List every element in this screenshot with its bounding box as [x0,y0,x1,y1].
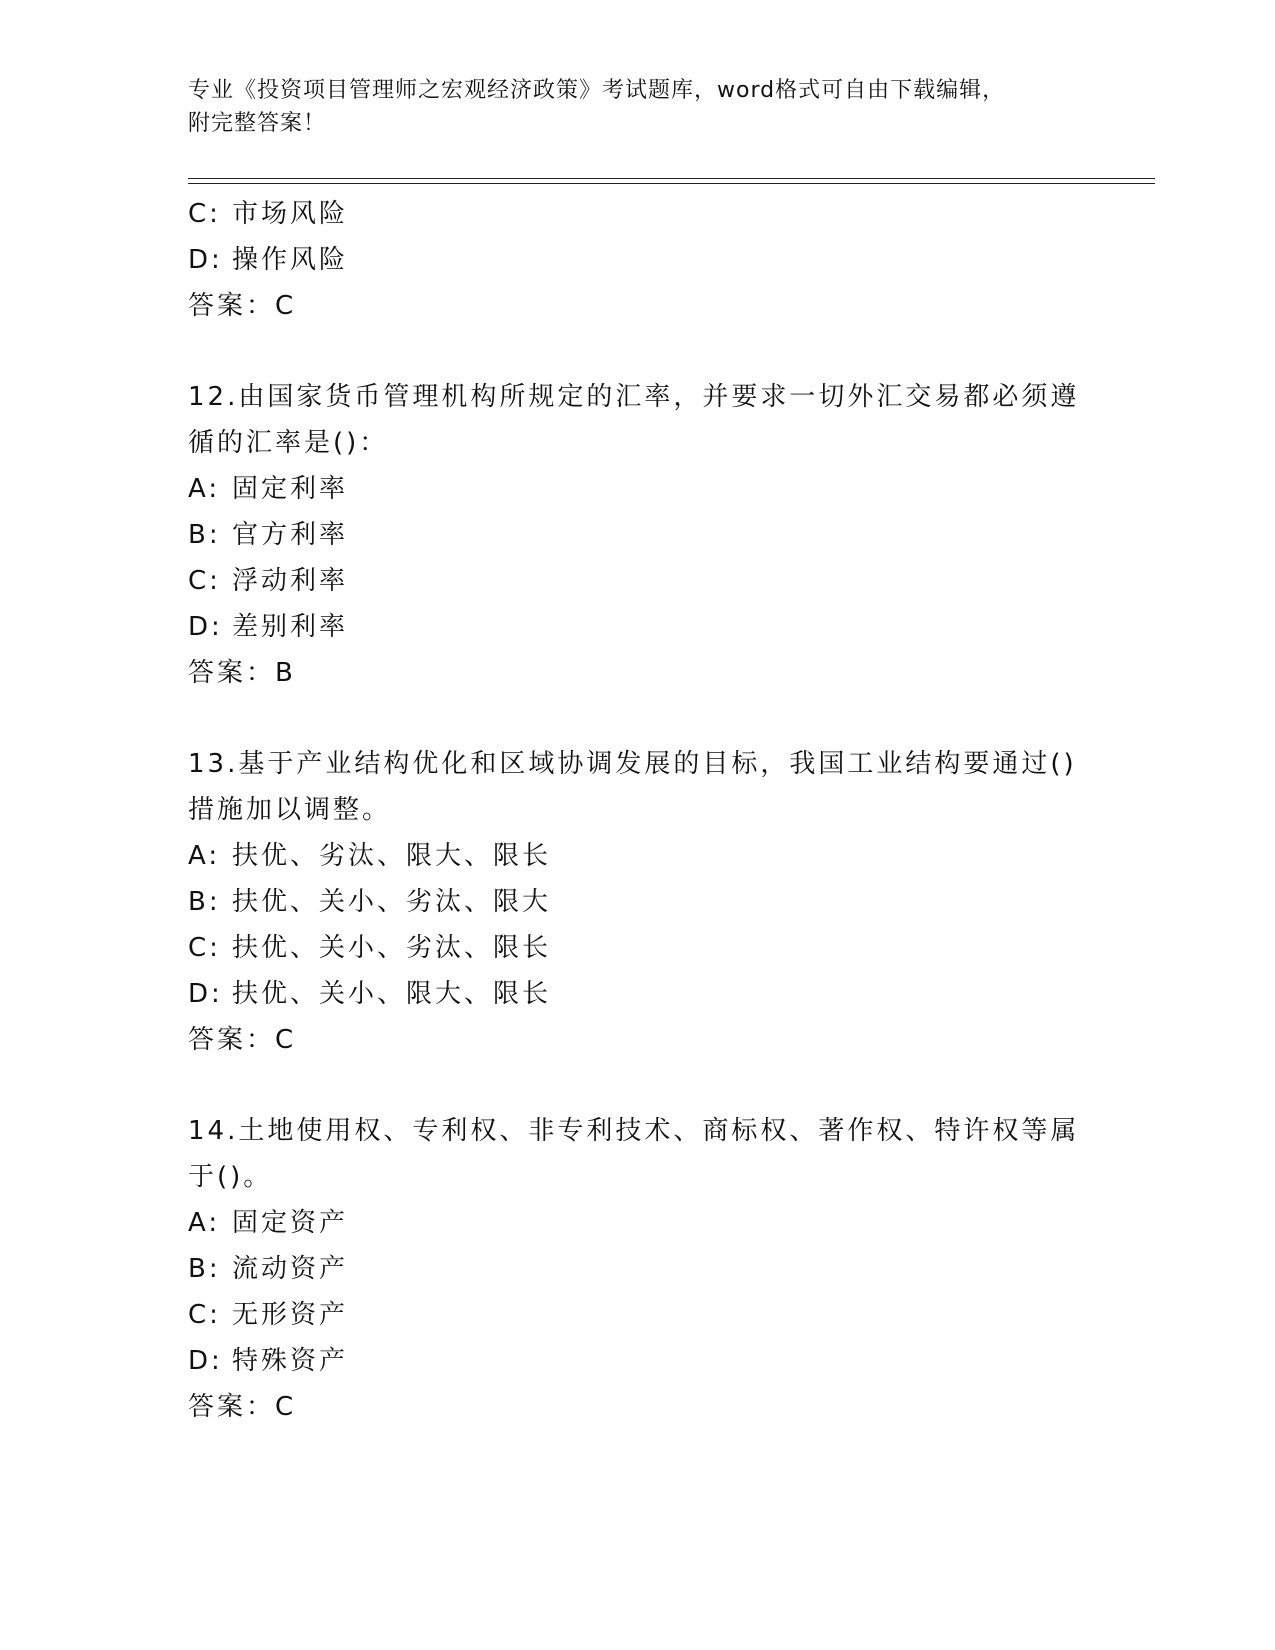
option-d [188,971,1088,1017]
answer-line: 答案：B [188,658,296,688]
option-d [188,1338,1088,1384]
question-block-partial [188,191,1088,329]
question-text-line-1: 12.由国家货币管理机构所规定的汇率，并要求一切外汇交易都必须遵 [188,382,1080,412]
document-header [188,74,1088,140]
option-text: 操作风险 [232,245,349,275]
answer-line: 答案：C [188,1392,297,1422]
option-text: 固定利率 [232,474,349,504]
header-divider-bottom [188,183,1155,184]
question-block-12 [188,374,1088,696]
option-text: 特殊资产 [232,1346,349,1376]
option-b [188,879,1088,925]
option-c [188,191,1088,237]
option-letter: D: [188,979,223,1009]
question-text-line-1: 14.土地使用权、专利权、非专利技术、商标权、著作权、特许权等属 [188,1116,1080,1146]
option-d [188,604,1088,650]
option-text: 扶优、关小、劣汰、限长 [232,933,552,963]
header-line-2: 附完整答案！ [188,111,327,136]
option-c [188,925,1088,971]
question-text-line-2: 循的汇率是()： [188,428,389,458]
option-text: 固定资产 [232,1208,349,1238]
option-letter: A: [188,841,221,871]
option-letter: A: [188,1208,221,1238]
option-a [188,1200,1088,1246]
option-c [188,558,1088,604]
option-letter: C: [188,566,221,596]
option-b [188,512,1088,558]
option-text: 浮动利率 [232,566,349,596]
option-c [188,1292,1088,1338]
header-divider-top [188,178,1155,179]
question-block-13 [188,741,1088,1063]
option-text: 差别利率 [232,612,349,642]
option-letter: D: [188,245,223,275]
option-text: 扶优、关小、劣汰、限大 [232,887,552,917]
spacer [188,696,1088,741]
question-block-14 [188,1108,1088,1430]
question-list [188,191,1088,1430]
question-text-line-2: 于()。 [188,1162,273,1192]
option-a [188,466,1088,512]
spacer [188,329,1088,374]
option-letter: B: [188,887,221,917]
option-letter: C: [188,933,221,963]
option-letter: A: [188,474,221,504]
question-text-line-2: 措施加以调整。 [188,795,392,825]
header-line-1: 专业《投资项目管理师之宏观经济政策》考试题库，word格式可自由下载编辑， [188,78,1006,103]
option-text: 无形资产 [232,1300,349,1330]
option-d [188,237,1088,283]
option-letter: C: [188,1300,221,1330]
spacer [188,1063,1088,1108]
option-text: 官方利率 [232,520,349,550]
option-b [188,1246,1088,1292]
answer-line: 答案：C [188,291,297,321]
option-text: 流动资产 [232,1254,349,1284]
option-letter: B: [188,1254,221,1284]
option-letter: C: [188,199,221,229]
answer-line: 答案：C [188,1025,297,1055]
question-text-line-1: 13.基于产业结构优化和区域协调发展的目标，我国工业结构要通过() [188,749,1077,779]
option-text: 扶优、关小、限大、限长 [232,979,552,1009]
option-letter: D: [188,612,223,642]
option-text: 扶优、劣汰、限大、限长 [232,841,552,871]
option-a [188,833,1088,879]
option-text: 市场风险 [232,199,349,229]
option-letter: D: [188,1346,223,1376]
option-letter: B: [188,520,221,550]
